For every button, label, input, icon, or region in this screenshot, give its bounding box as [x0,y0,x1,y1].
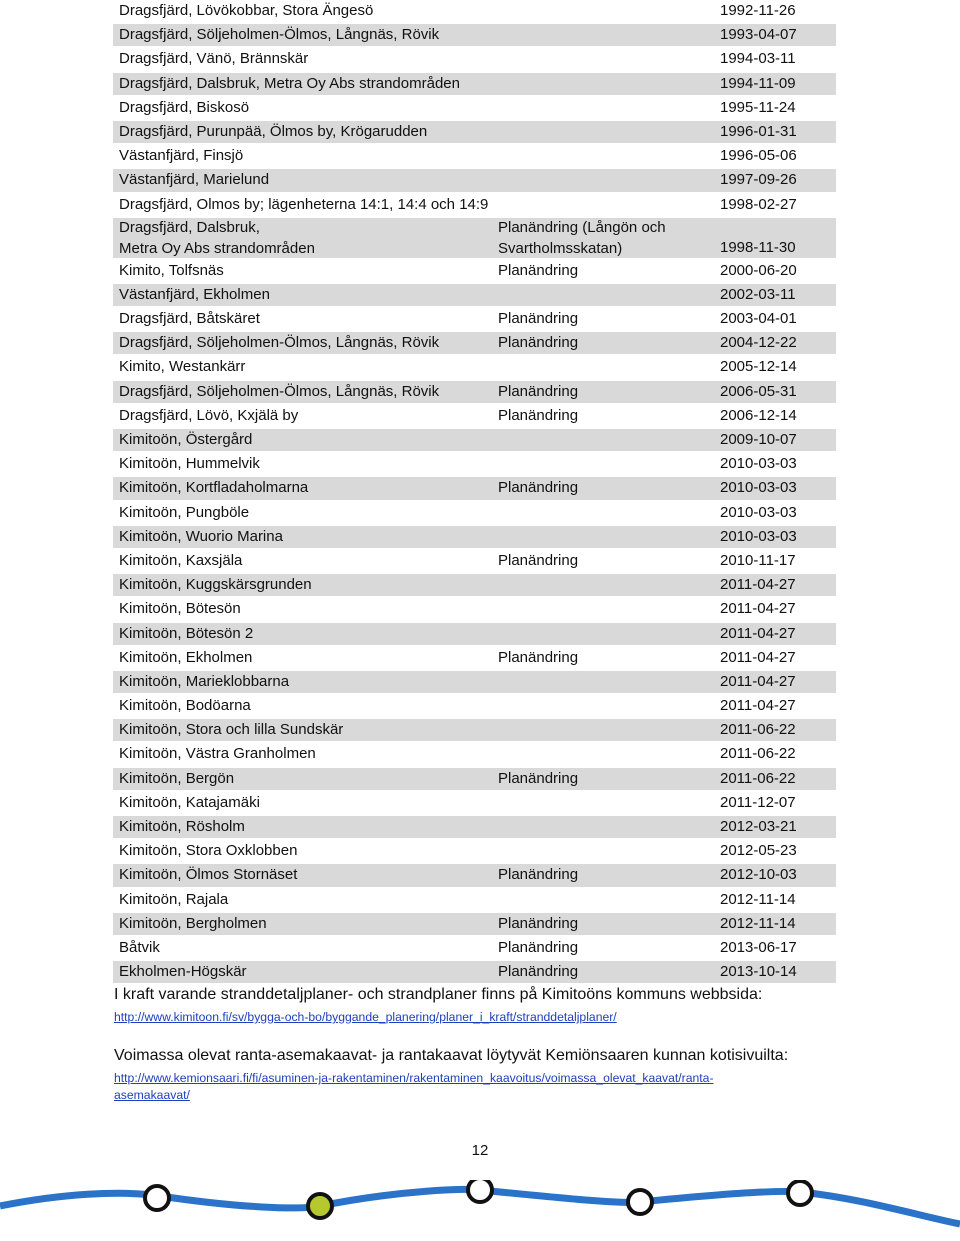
table-row [113,169,836,191]
plan-area: Kimitoön, Ölmos Stornäset [119,866,298,884]
approval-date: 1992-11-26 [720,2,796,19]
plan-area: Dragsfjärd, Båtskäret [119,310,260,328]
approval-date: 2011-04-27 [720,624,796,642]
plan-type: Planändring [498,479,579,497]
table-row [113,864,836,886]
plan-area: Dragsfjärd, Lövö, Kxjälä by [119,406,299,424]
table-row [113,121,836,143]
plan-area-line1: Dragsfjärd, Dalsbruk, [119,218,260,236]
approval-date: 2004-12-22 [720,334,797,352]
note-finnish: Voimassa olevat ranta-asemakaavat- ja rantakaavat löytyvät Kemiönsaaren kunnan kotisivuilta: [114,1047,789,1064]
plan-type-line1: Planändring (Långön och [498,218,666,236]
table-row [113,453,836,475]
plan-area: Kimitoön, Västra Granholmen [119,745,316,763]
plan-type: Planändring [498,648,579,666]
plan-area: Kimitoön, Bodöarna [119,697,251,715]
table-row [113,816,836,838]
plan-area: Dragsfjärd, Olmos by; lägenheterna 14:1, 14:4 och 14:9 [119,195,489,213]
plan-area: Kimitoön, Kortfladaholmarna [119,479,309,497]
approval-date: 1998-02-27 [720,195,797,213]
table-row [113,0,836,22]
approval-date: 2011-12-07 [720,793,796,811]
link-kimitoon[interactable]: http://www.kimitoon.fi/sv/bygga-och-bo/byggande_planering/planer_i_kraft/stranddetaljplaner/ [114,1010,617,1024]
table-row [113,502,836,524]
plan-area: Kimitoön, Katajamäki [119,793,260,811]
footer-dot [628,1190,652,1214]
plan-type: Planändring [498,963,579,981]
table-row [113,284,836,306]
table-row [113,792,836,814]
plan-type [498,217,666,259]
table-row [113,623,836,645]
plan-type: Planändring [498,866,579,884]
approval-date: 1996-05-06 [720,147,797,165]
approval-date: 2012-03-21 [720,818,797,835]
approval-date: 1995-11-24 [720,98,796,116]
approval-date: 1993-04-07 [720,26,797,44]
plan-area: Dragsfjärd, Söljeholmen-Ölmos, Långnäs, Rövik [119,334,440,352]
plan-area: Kimito, Tolfsnäs [119,261,224,279]
approval-date: 2010-03-03 [720,479,797,497]
plan-type: Planändring [498,914,579,932]
approval-date: 2012-11-14 [720,914,796,932]
plan-type: Planändring [498,769,579,787]
approval-date: 1997-09-26 [720,171,797,189]
approval-date: 1998-11-30 [720,238,796,256]
plan-type: Planändring [498,406,579,424]
approval-date: 2005-12-14 [720,358,797,376]
plan-area: Västanfjärd, Marielund [119,171,270,189]
plan-area: Kimitoön, Bötesön [119,600,241,618]
table-row [113,695,836,717]
plan-area: Dragsfjärd, Söljeholmen-Ölmos, Långnäs, Rövik [119,382,440,400]
plan-area: Dragsfjärd, Vänö, Brännskär [119,50,309,68]
plan-type: Planändring [498,938,579,956]
table-row [113,961,836,983]
table-row [113,97,836,119]
table-row [113,194,836,216]
table-row [113,840,836,862]
table-row [113,308,836,330]
link-kemionsaari-line2[interactable]: asemakaavat/ [114,1088,190,1102]
approval-date: 2010-03-03 [720,455,797,473]
table-row [113,550,836,572]
footer-dot [468,1180,492,1202]
plan-area: Kimitoön, Bergön [119,769,235,787]
note-swedish: I kraft varande stranddetaljplaner- och strandplaner finns på Kimitoöns kommuns webbsida: [114,986,763,1003]
approval-date: 2011-06-22 [720,721,796,739]
plan-area [119,217,315,259]
plan-area: Kimitoön, Kuggskärsgrunden [119,576,312,594]
plan-area: Kimitoön, Stora Oxklobben [119,842,298,860]
plan-area: Kimitoön, Kaxsjäla [119,551,243,569]
table-row [113,743,836,765]
table-row [113,719,836,741]
plan-area: Kimitoön, Pungböle [119,503,250,521]
table-row [113,73,836,95]
approval-date: 2011-06-22 [720,769,796,787]
table-row [113,647,836,669]
approval-date: 2006-12-14 [720,406,797,424]
plan-area-line2: Metra Oy Abs strandområden [119,239,315,257]
plan-type: Planändring [498,334,579,352]
plan-area: Båtvik [119,938,160,956]
plan-area: Kimitoön, Ekholmen [119,648,253,666]
table-row [113,937,836,959]
table-row [113,477,836,499]
approval-date: 2010-03-03 [720,527,797,545]
table-row [113,889,836,911]
plan-area: Västanfjärd, Finsjö [119,147,244,165]
approval-date: 2013-06-17 [720,938,797,956]
approval-date: 2010-03-03 [720,503,797,521]
approval-date: 2012-10-03 [720,866,797,884]
plan-area: Kimitoön, Wuorio Marina [119,527,283,545]
table-row [113,671,836,693]
footer-dot-active [308,1194,332,1218]
approval-date: 2000-06-20 [720,261,797,279]
plan-area: Kimitoön, Marieklobbarna [119,672,290,690]
approval-date: 2011-04-27 [720,600,796,618]
footer-dot [788,1181,812,1205]
table-row [113,768,836,790]
table-row [113,332,836,354]
approval-date: 2011-04-27 [720,697,796,715]
plan-area: Kimitoön, Bötesön 2 [119,624,254,642]
plan-area: Kimitoön, Östergård [119,431,253,448]
table-row [113,48,836,70]
approval-date: 2010-11-17 [720,551,796,569]
table-row [113,526,836,548]
approval-date: 2013-10-14 [720,963,797,981]
approval-date: 2006-05-31 [720,382,797,400]
plan-area: Dragsfjärd, Biskosö [119,98,250,116]
plan-area: Dragsfjärd, Lövökobbar, Stora Ängesö [119,2,374,19]
plan-area: Kimitoön, Bergholmen [119,914,267,932]
table-row [113,405,836,427]
plan-type: Planändring [498,382,579,400]
table-row [113,356,836,378]
approval-date: 2003-04-01 [720,310,797,328]
approval-date: 2009-10-07 [720,431,797,448]
approval-date: 2011-06-22 [720,745,796,763]
plan-area: Ekholmen-Högskär [119,963,247,981]
approval-date: 1994-03-11 [720,50,796,68]
table-row [113,381,836,403]
table-row [113,260,836,282]
table-row [113,218,836,258]
page-number: 12 [471,1142,489,1159]
plan-area: Kimito, Westankärr [119,358,246,376]
plan-table [113,0,836,985]
table-row [113,913,836,935]
approval-date: 2011-04-27 [720,648,796,666]
plan-area: Västanfjärd, Ekholmen [119,285,270,303]
plan-area: Kimitoön, Hummelvik [119,455,260,473]
approval-date: 2012-11-14 [720,890,796,908]
table-row [113,24,836,46]
plan-type: Planändring [498,551,579,569]
approval-date: 1996-01-31 [720,122,797,140]
link-kemionsaari-line1[interactable]: http://www.kemionsaari.fi/fi/asuminen-ja-rakentaminen/rakentaminen_kaavoitus/voimassa_olevat_kaavat/ranta- [114,1071,714,1085]
footer-wave-decoration [0,1180,960,1241]
approval-date: 2011-04-27 [720,576,796,594]
approval-date: 2002-03-11 [720,285,796,303]
footer-dot [145,1186,169,1210]
plan-area: Dragsfjärd, Dalsbruk, Metra Oy Abs strandområden [119,74,460,92]
plan-area: Kimitoön, Rajala [119,890,229,908]
plan-type: Planändring [498,310,579,328]
table-row [113,145,836,167]
plan-area: Dragsfjärd, Söljeholmen-Ölmos, Långnäs, Rövik [119,26,440,44]
plan-area: Dragsfjärd, Purunpää, Ölmos by, Krögarudden [119,122,428,140]
table-row [113,429,836,451]
approval-date: 2011-04-27 [720,672,796,690]
table-row [113,574,836,596]
table-row [113,598,836,620]
plan-area: Kimitoön, Stora och lilla Sundskär [119,721,344,739]
plan-type-line2: Svartholmsskatan) [498,239,623,257]
approval-date: 2012-05-23 [720,842,797,860]
approval-date: 1994-11-09 [720,74,796,92]
plan-type: Planändring [498,261,579,279]
plan-area: Kimitoön, Rösholm [119,818,245,835]
